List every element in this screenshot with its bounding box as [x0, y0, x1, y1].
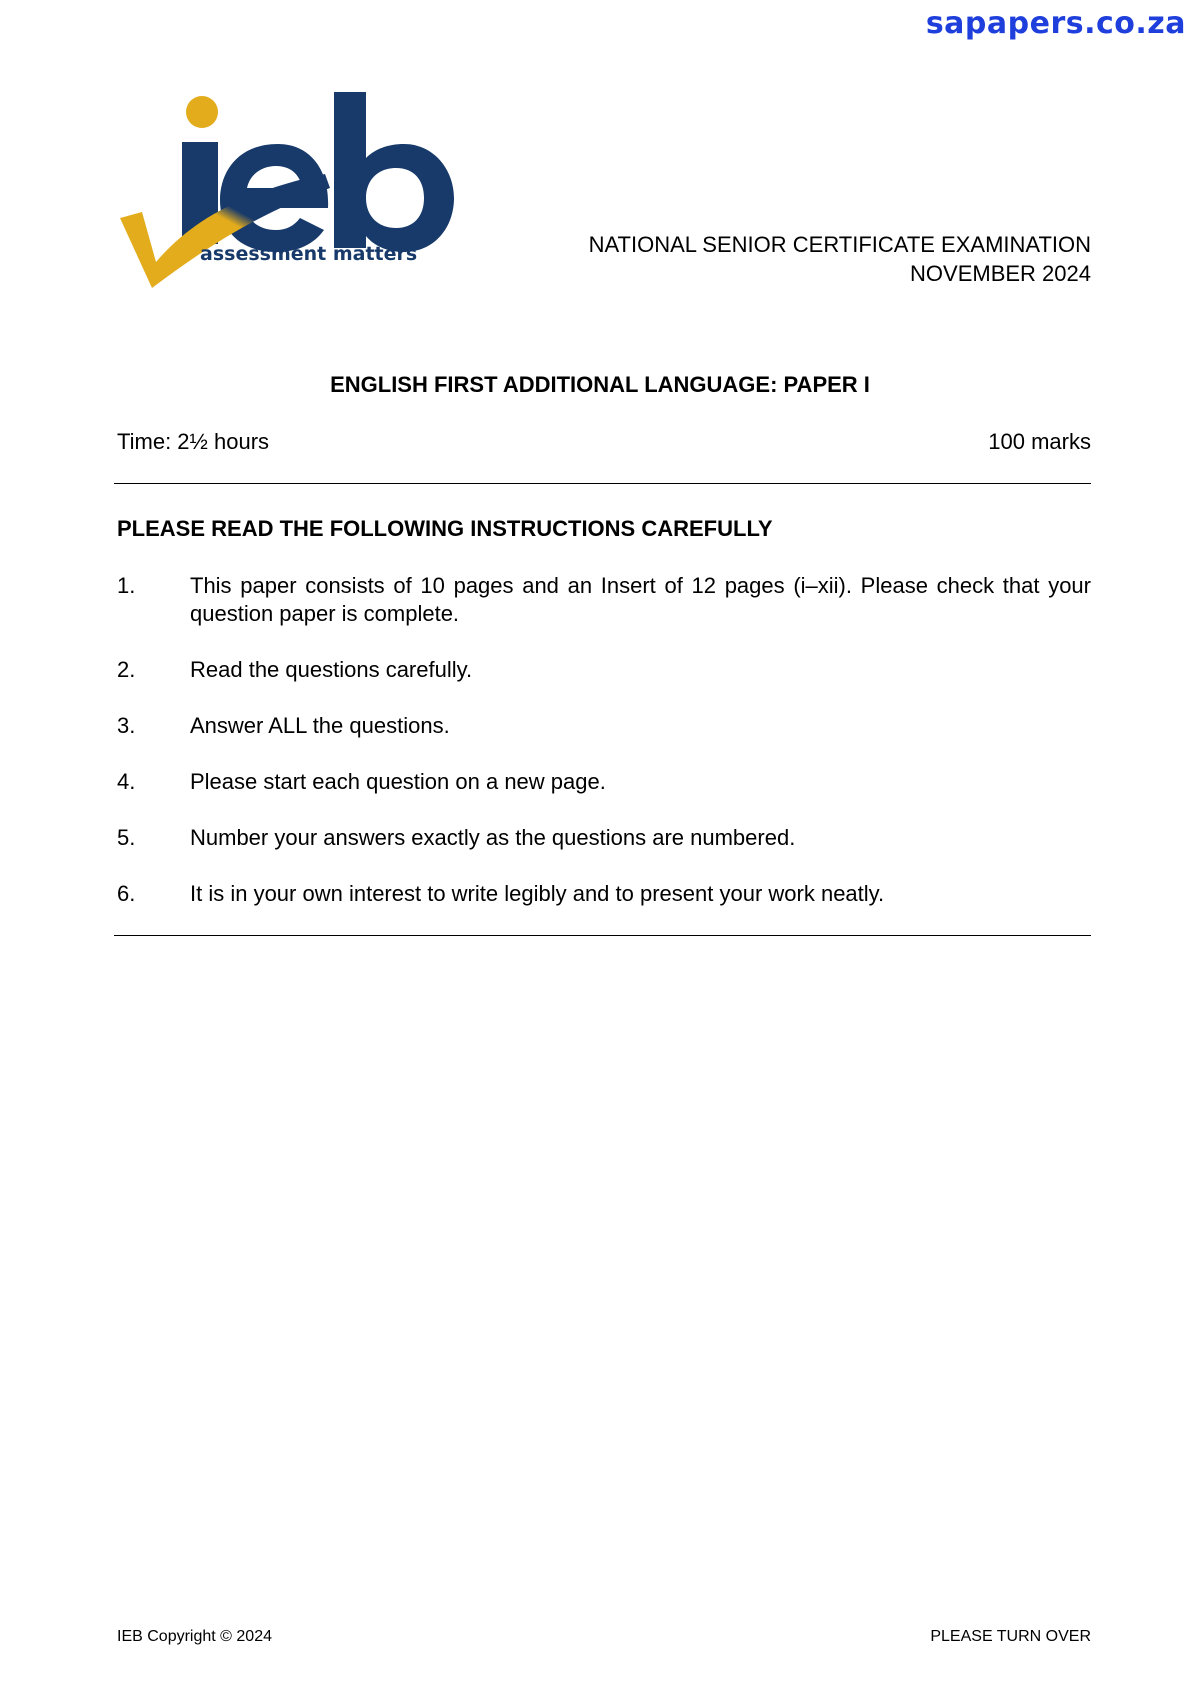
- exam-session: NOVEMBER 2024: [910, 261, 1091, 286]
- divider-bottom: [114, 935, 1091, 936]
- instruction-text: Number your answers exactly as the questions are numbered.: [190, 825, 796, 850]
- instruction-item: [117, 768, 1091, 796]
- paper-title: ENGLISH FIRST ADDITIONAL LANGUAGE: PAPER I: [330, 372, 870, 397]
- instruction-item: [117, 572, 1091, 628]
- footer-copyright: IEB Copyright © 2024: [117, 1628, 272, 1645]
- instruction-item: [117, 712, 1091, 740]
- instruction-text: It is in your own interest to write legibly and to present your work neatly.: [190, 881, 885, 906]
- instruction-text: Please start each question on a new page.: [190, 769, 606, 794]
- watermark-link[interactable]: sapapers.co.za: [925, 6, 1186, 41]
- instruction-number: 4.: [117, 769, 136, 794]
- ieb-checkmark-logo-icon: [120, 92, 460, 317]
- instruction-text: Read the questions carefully.: [190, 657, 473, 682]
- instruction-text: This paper consists of 10 pages and an Insert of 12 pages (i–xii). Please check that your question paper is complete.: [190, 573, 1091, 626]
- instruction-number: 1.: [117, 573, 136, 598]
- ieb-logo: [120, 92, 460, 317]
- logo-tagline: assessment matters: [200, 243, 418, 265]
- instructions-heading: PLEASE READ THE FOLLOWING INSTRUCTIONS CAREFULLY: [117, 516, 773, 541]
- logo-i-dot: [186, 96, 218, 128]
- instruction-number: 5.: [117, 825, 136, 850]
- divider-top: [114, 483, 1091, 484]
- logo-b: [334, 92, 454, 252]
- footer-turn-over: PLEASE TURN OVER: [930, 1628, 1091, 1645]
- instruction-number: 2.: [117, 657, 136, 682]
- total-marks: 100 marks: [988, 429, 1091, 454]
- instruction-number: 6.: [117, 881, 136, 906]
- time-allowed: Time: 2½ hours: [117, 429, 270, 454]
- exam-name: NATIONAL SENIOR CERTIFICATE EXAMINATION: [588, 232, 1091, 257]
- exam-header: [589, 230, 1091, 288]
- instruction-item: [117, 656, 1091, 684]
- instructions-list: [117, 572, 1091, 936]
- instruction-number: 3.: [117, 713, 136, 738]
- instruction-text: Answer ALL the questions.: [190, 713, 450, 738]
- instruction-item: [117, 824, 1091, 852]
- instruction-item: [117, 880, 1091, 908]
